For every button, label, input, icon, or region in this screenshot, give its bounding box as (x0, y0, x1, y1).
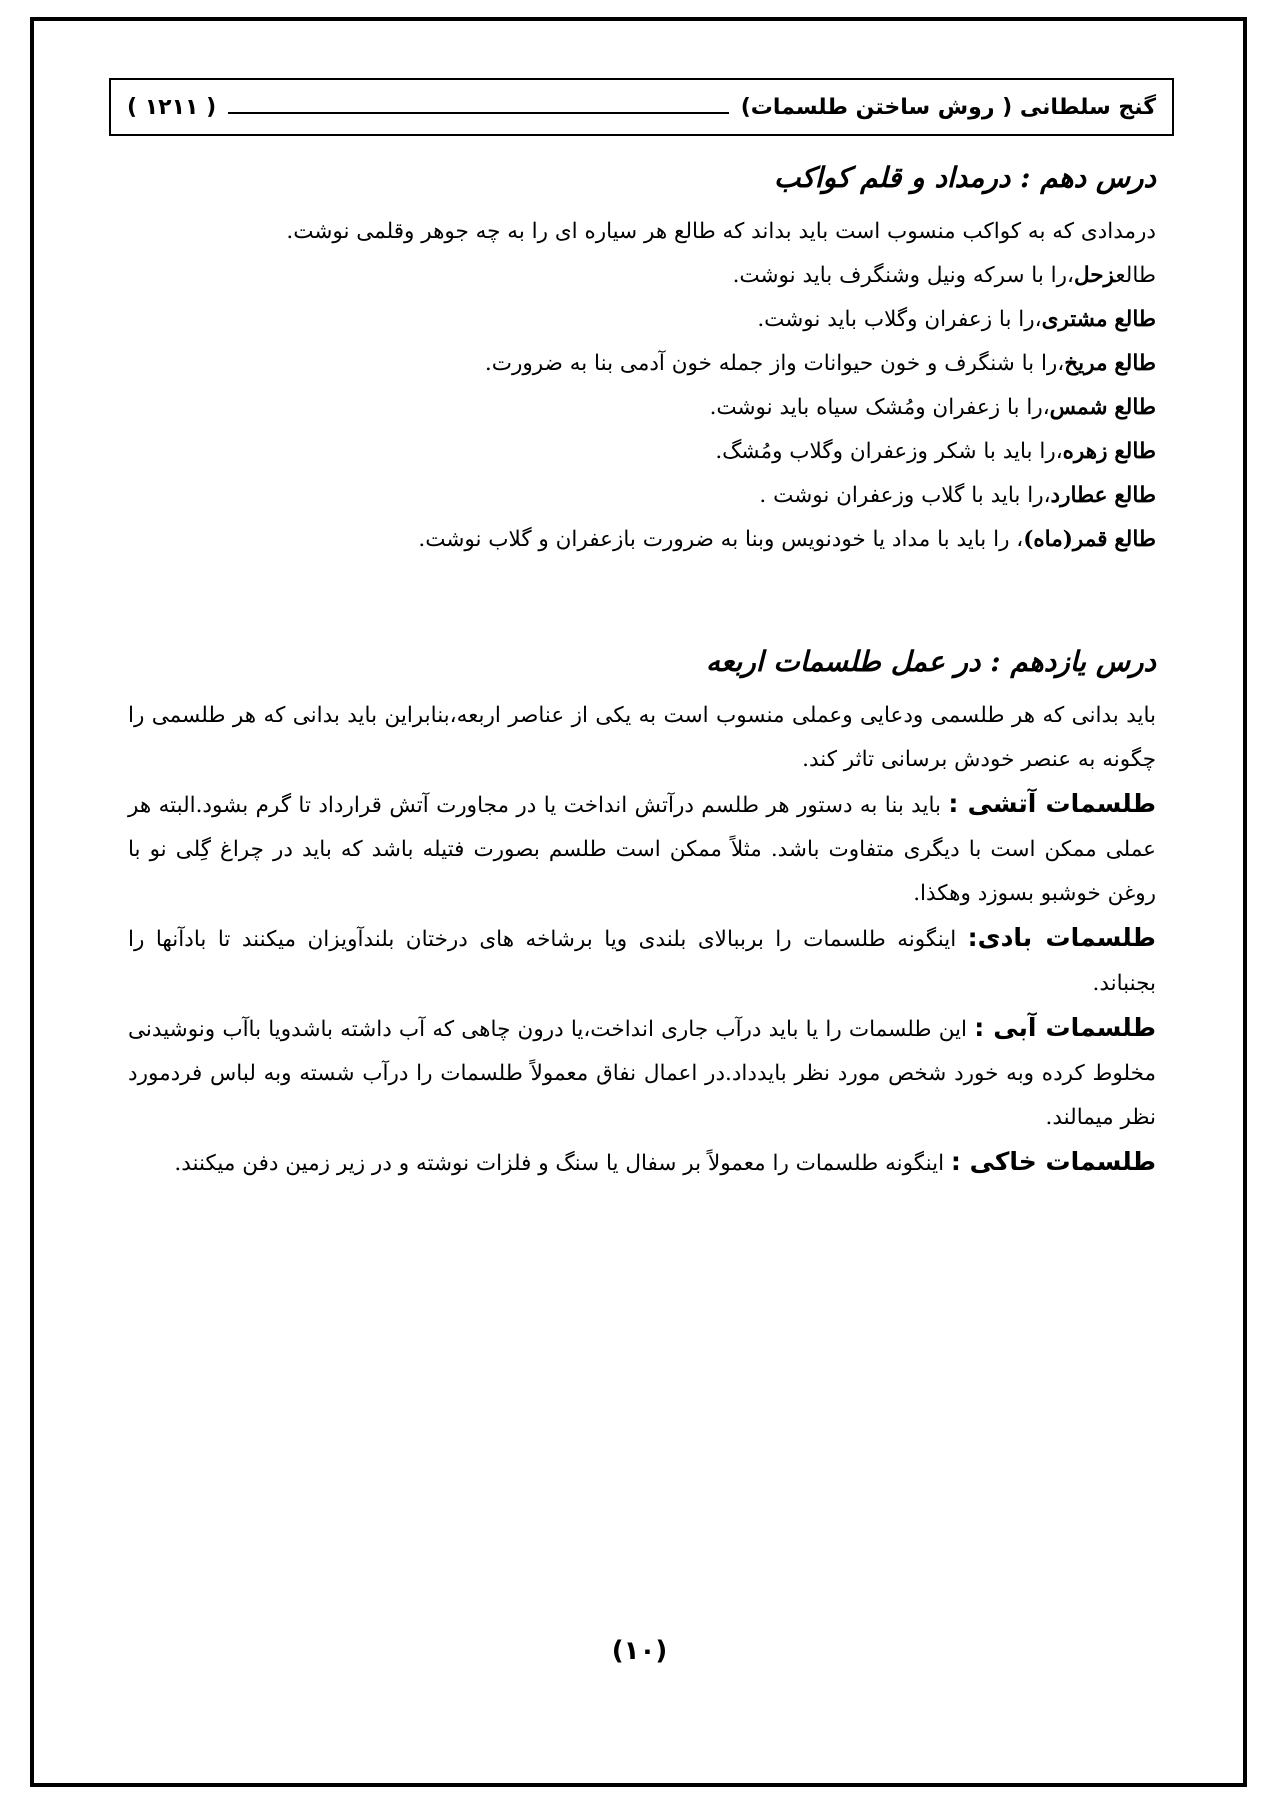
planet-name: مریخ (1064, 351, 1108, 376)
talisman-section-air (128, 916, 1156, 1006)
planet-name: شمس (1049, 395, 1108, 420)
ascendant-prefix: طالع (1114, 483, 1156, 508)
lesson-10-title: درس دهم : درمداد و قلم کواکب (773, 161, 1156, 194)
section-label: طلسمات آتشی : (948, 789, 1156, 818)
running-header (109, 78, 1174, 136)
section-text: اینگونه طلسمات را برببالای بلندی ویا برشاخه های درختان بلندآویزان میکنند تا بادآنها را بجنباند. (128, 927, 1156, 996)
ascendant-prefix: طالع (1115, 263, 1156, 288)
ascendant-prefix: طالع (1114, 527, 1156, 552)
lesson-11-intro: باید بدانی که هر طلسمی ودعایی وعملی منسوب است به یکی از عناصر اربعه،بنابراین باید بدانی که هر طلسمی را چگونه به عنصر خودش برسانی تاثر کند. (128, 703, 1156, 772)
planet-name: مشتری (1041, 307, 1108, 332)
planet-name: قمر(ماه) (1023, 527, 1108, 552)
ascendant-text: ،را با شنگرف و خون حیوانات واز جمله خون آدمی بنا به ضرورت. (484, 351, 1065, 376)
section-label: طلسمات بادی: (967, 923, 1156, 952)
section-text: این طلسمات را یا باید درآب جاری انداخت،یا درون چاهی که آب داشته باشدویا باآب ونوشیدنی مخلوط کرده وبه خورد شخص مورد نظر بایدداد.در اعمال نفاق معمولاً طلسمات را درآب شسته وبه لباس فردمورد نظر میمالند. (128, 1017, 1156, 1130)
ascendant-item (128, 254, 1156, 298)
planet-name: زهره (1062, 439, 1108, 464)
ascendant-item (128, 430, 1156, 474)
planet-name: زحل (1073, 263, 1116, 288)
header-rule (228, 112, 729, 114)
talisman-section-water (128, 1006, 1156, 1140)
ascendant-prefix: طالع (1114, 307, 1156, 332)
talisman-section-fire (128, 782, 1156, 916)
ascendant-text: ،را با سرکه ونیل وشنگرف باید نوشت. (732, 263, 1074, 288)
ascendant-item (128, 474, 1156, 518)
ascendant-item (128, 386, 1156, 430)
ascendant-prefix: طالع (1114, 351, 1156, 376)
ascendant-text: ،را باید با شکر وزعفران وگلاب ومُشگ. (715, 439, 1063, 464)
ascendant-item (128, 342, 1156, 386)
page-content (128, 146, 1156, 1186)
planet-name: عطارد (1050, 483, 1108, 508)
section-text: اینگونه طلسمات را معمولاً بر سفال یا سنگ و فلزات نوشته و در زیر زمین دفن میکنند. (174, 1151, 951, 1176)
ascendant-text: ،را با زعفران وگلاب باید نوشت. (757, 307, 1042, 332)
book-title: گنج سلطانی ( روش ساختن طلسمات) (740, 94, 1156, 120)
lesson-11-title: درس یازدهم : در عمل طلسمات اربعه (705, 645, 1156, 678)
ascendant-text: ،را با زعفران ومُشک سیاه باید نوشت. (709, 395, 1050, 420)
section-label: طلسمات خاکی : (950, 1147, 1156, 1176)
section-text: باید بنا به دستور هر طلسم درآتش انداخت یا در مجاورت آتش قرارداد تا گرم بشود.البته هر عملی ممکن است با دیگری متفاوت باشد. مثلاً ممکن است طلسم بصورت فتیله باشد که باید در چراغ گِلی نو با روغن خوشبو بسوزد وهکذا. (128, 793, 1156, 906)
section-label: طلسمات آبی : (974, 1013, 1156, 1042)
ascendant-text: ، را باید با مداد یا خودنویس وبنا به ضرورت بازعفران و گلاب نوشت. (418, 527, 1024, 552)
ascendant-item (128, 298, 1156, 342)
ascendant-text: ،را باید با گلاب وزعفران نوشت . (759, 483, 1051, 508)
ascendant-prefix: طالع (1114, 439, 1156, 464)
ascendant-item (128, 518, 1156, 562)
ascendant-prefix: طالع (1114, 395, 1156, 420)
talisman-section-earth (128, 1140, 1156, 1186)
section-gap (128, 562, 1156, 630)
page-number: (۱۰) (611, 1636, 668, 1666)
lesson-10-intro: درمدادی که به کواکب منسوب است باید بداند که طالع هر سیاره ای را به چه جوهر وقلمی نوشت. (286, 219, 1156, 244)
header-code: ( ۱۲۱۱ ) (127, 94, 217, 120)
